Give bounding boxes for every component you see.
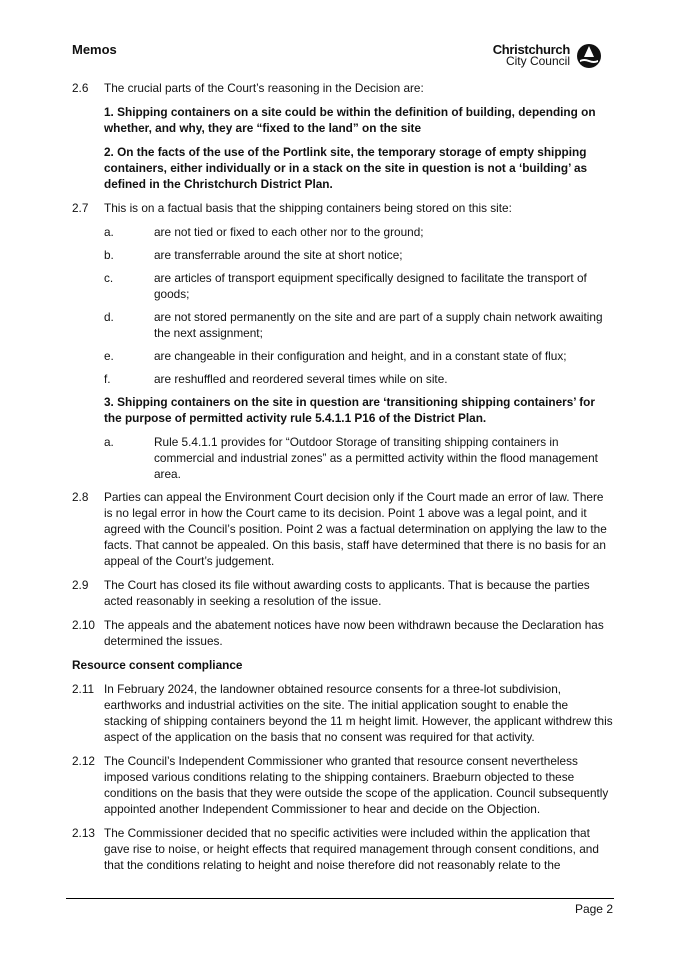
list-item — [104, 348, 614, 364]
list-label: b. — [104, 248, 114, 262]
logo-line1: Christchurch — [492, 42, 570, 57]
list-label: a. — [104, 435, 114, 449]
section-heading: Resource consent compliance — [72, 658, 243, 672]
list-label: d. — [104, 310, 114, 324]
list-label: c. — [104, 271, 114, 285]
paragraph-2-7 — [72, 200, 614, 216]
paragraph-2-10 — [72, 617, 614, 649]
paragraph-number: 2.10 — [72, 618, 95, 632]
list-label: f. — [104, 372, 111, 386]
list-label: e. — [104, 349, 114, 363]
paragraph-2-9 — [72, 577, 614, 609]
list-item — [104, 309, 614, 341]
footer-divider — [66, 898, 614, 899]
paragraph-2-12 — [72, 753, 614, 817]
list-label: a. — [104, 225, 114, 239]
header-title: Memos — [72, 42, 117, 57]
reasoning-point-3: 3. Shipping containers on the site in question are ‘transitioning shipping containers’ for the purpose of permitted activity rule 5.4.1.1 P16 of the District Plan. — [104, 395, 595, 425]
paragraph-text: In February 2024, the landowner obtained resource consents for a three-lot subdivision, earthworks and industrial activities on the site. The initial application sought to enable the stacking of shipping containers beyond the 11 m height limit. However, the applicant withdrew this aspect of the application on the basis that no consent was required for that activity. — [104, 682, 613, 744]
paragraph-number: 2.9 — [72, 578, 89, 592]
paragraph-number: 2.12 — [72, 754, 95, 768]
list-text: Rule 5.4.1.1 provides for “Outdoor Storage of transiting shipping containers in commercial and industrial zones” as a permitted activity within the flood management area. — [154, 435, 598, 481]
list-item — [104, 434, 614, 482]
paragraph-number: 2.8 — [72, 490, 89, 504]
paragraph-text: The Commissioner decided that no specific activities were included within the application that gave rise to noise, or height effects that required management through consent conditions, and that the conditions relating to height and noise therefore did not reasonably relate to the — [104, 826, 599, 872]
paragraph-number: 2.11 — [72, 682, 95, 696]
logo-line2: City Council — [505, 54, 570, 68]
paragraph-text: The Council’s Independent Commissioner who granted that resource consent nevertheless imposed various conditions relating to the shipping containers. Braeburn objected to these conditions on the basis that they were outside the scope of the application. Council subsequently appointed another Independent Commissioner to hear and decide on the Objection. — [104, 754, 609, 816]
list-item — [104, 270, 614, 302]
list-item — [104, 247, 614, 263]
memo-body — [72, 80, 614, 881]
list-text: are transferrable around the site at short notice; — [154, 248, 403, 262]
paragraph-text: The Court has closed its file without awarding costs to applicants. That is because the parties acted reasonably in seeking a resolution of the issue. — [104, 578, 590, 608]
page-number: Page 2 — [574, 902, 613, 916]
list-text: are reshuffled and reordered several times while on site. — [154, 372, 448, 386]
paragraph-number: 2.13 — [72, 826, 95, 840]
paragraph-text: The crucial parts of the Court’s reasoning in the Decision are: — [104, 81, 424, 95]
paragraph-number: 2.6 — [72, 81, 89, 95]
list-text: are not stored permanently on the site and are part of a supply chain network awaiting the next assignment; — [154, 310, 603, 340]
paragraph-text: Parties can appeal the Environment Court decision only if the Court made an error of law. There is no legal error in how the Court came to its decision. Point 1 above was a legal point, and it agreed with the Council’s position. Point 2 was a factual determination on applying the law to the facts. That cannot be appealed. On this basis, staff have determined that there is no basis for an appeal of the Court’s judgement. — [104, 490, 607, 568]
paragraph-2-6 — [72, 80, 614, 96]
paragraph-2-11 — [72, 681, 614, 745]
paragraph-2-8 — [72, 489, 614, 569]
reasoning-point-2: 2. On the facts of the use of the Portlink site, the temporary storage of empty shipping containers, either individually or in a stack on the site in question is not a ‘building’ as defined in the Christchurch District Plan. — [104, 145, 588, 191]
council-logo — [492, 42, 606, 70]
paragraph-number: 2.7 — [72, 201, 89, 215]
reasoning-point-1: 1. Shipping containers on a site could be within the definition of building, depending on whether, and why, they are “fixed to the land” on the site — [104, 105, 596, 135]
list-text: are articles of transport equipment specifically designed to facilitate the transport of goods; — [154, 271, 587, 301]
paragraph-text: This is on a factual basis that the shipping containers being stored on this site: — [104, 201, 512, 215]
christchurch-logo-icon — [576, 43, 602, 69]
paragraph-2-13 — [72, 825, 614, 873]
paragraph-text: The appeals and the abatement notices have now been withdrawn because the Declaration has determined the issues. — [104, 618, 604, 648]
list-item — [104, 224, 614, 240]
list-item — [104, 371, 614, 387]
list-text: are not tied or fixed to each other nor to the ground; — [154, 225, 424, 239]
list-text: are changeable in their configuration and height, and in a constant state of flux; — [154, 349, 567, 363]
